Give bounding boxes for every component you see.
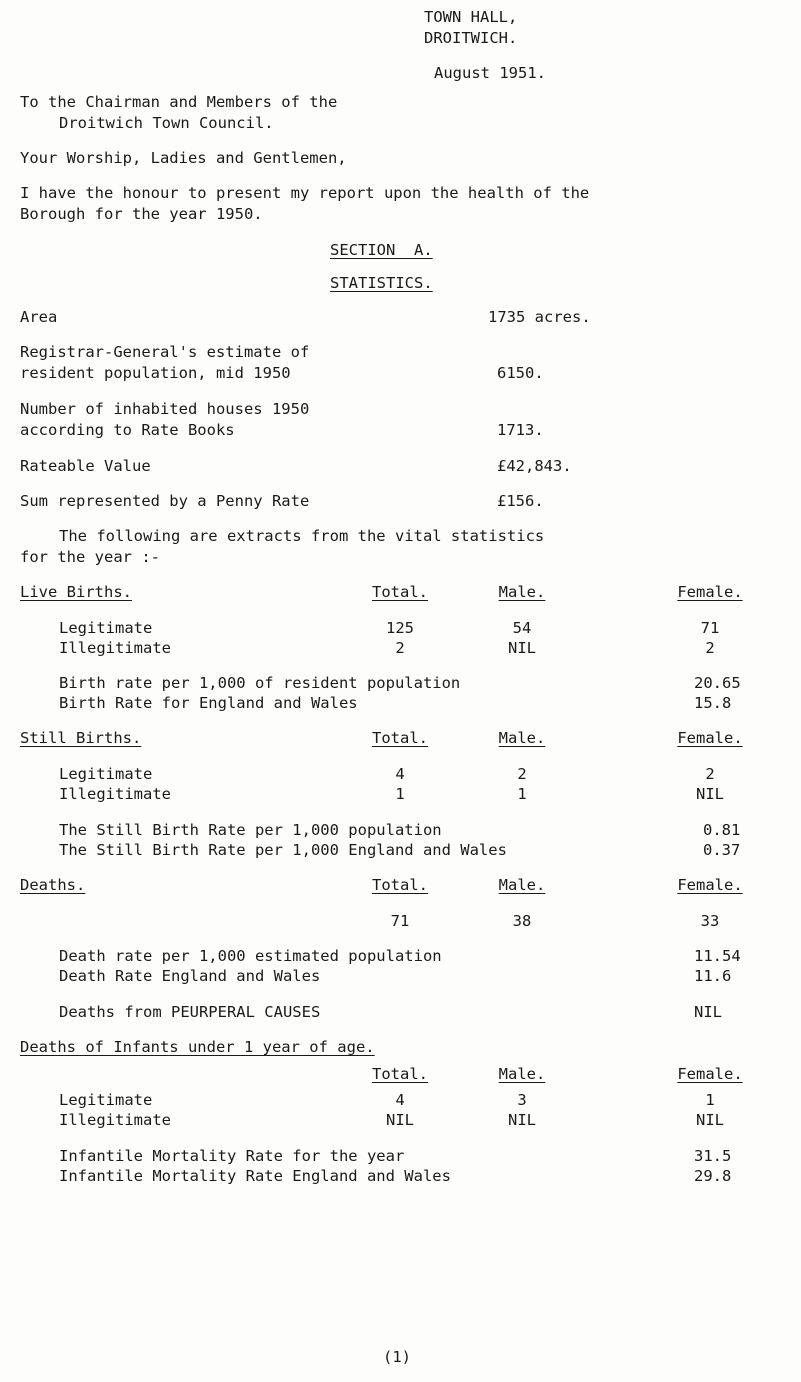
live-births-col-total: Total.	[372, 583, 428, 601]
table-cell-male: 2	[517, 765, 527, 783]
address-line-2: DROITWICH.	[424, 29, 518, 47]
table-cell-female: NIL	[696, 1111, 724, 1129]
still-births-title: Still Births.	[20, 729, 142, 747]
table-cell-total: 4	[395, 1091, 405, 1109]
infant-deaths-title: Deaths of Infants under 1 year of age.	[20, 1038, 375, 1056]
still-births-col-total: Total.	[372, 729, 428, 747]
table-cell-female: 1	[705, 1091, 715, 1109]
table-cell-total: 2	[395, 639, 405, 657]
area-label: Area	[20, 308, 58, 326]
table-row-label: Illegitimate	[59, 1111, 171, 1129]
infant-deaths-col-female: Female.	[677, 1065, 743, 1083]
deaths-col-female: Female.	[677, 876, 743, 894]
population-label-2: resident population, mid 1950	[20, 364, 291, 382]
deaths-col-total: Total.	[372, 876, 428, 894]
birth-rate-value: 20.65	[694, 674, 741, 692]
table-cell-male: 1	[517, 785, 527, 803]
intro-line-1: I have the honour to present my report upon the health of the	[20, 184, 590, 202]
table-row-label: Legitimate	[59, 1091, 153, 1109]
penny-rate-label: Sum represented by a Penny Rate	[20, 492, 310, 510]
addressee-line-1: To the Chairman and Members of the	[20, 93, 338, 111]
population-value: 6150.	[497, 364, 544, 382]
houses-label-2: according to Rate Books	[20, 421, 235, 439]
table-cell-male: NIL	[508, 639, 536, 657]
death-rate-value: 11.54	[694, 947, 741, 965]
still-birth-rate-label: The Still Birth Rate per 1,000 population	[59, 821, 442, 839]
extracts-line-2: for the year :-	[20, 548, 160, 566]
infant-mortality-rate-label: Infantile Mortality Rate for the year	[59, 1147, 405, 1165]
table-row-label: Illegitimate	[59, 785, 171, 803]
report-date: August 1951.	[434, 64, 546, 82]
deaths-col-male: Male.	[498, 876, 546, 894]
table-cell-female: 2	[705, 639, 715, 657]
table-cell-male: 3	[517, 1091, 527, 1109]
houses-value: 1713.	[497, 421, 544, 439]
national-infant-mortality-value: 29.8	[694, 1167, 732, 1185]
table-cell-male: NIL	[508, 1111, 536, 1129]
puerperal-deaths-label: Deaths from PEURPERAL CAUSES	[59, 1003, 321, 1021]
table-cell-male: 54	[512, 619, 532, 637]
infant-deaths-col-total: Total.	[372, 1065, 428, 1083]
infant-deaths-col-male: Male.	[498, 1065, 546, 1083]
infant-mortality-rate-value: 31.5	[694, 1147, 732, 1165]
still-birth-rate-value: 0.81	[703, 821, 741, 839]
death-rate-label: Death rate per 1,000 estimated population	[59, 947, 442, 965]
section-subheading: STATISTICS.	[330, 274, 433, 292]
rateable-value-label: Rateable Value	[20, 457, 151, 475]
table-cell-female: 2	[705, 765, 715, 783]
penny-rate-value: £156.	[497, 492, 544, 510]
intro-line-2: Borough for the year 1950.	[20, 205, 263, 223]
puerperal-deaths-value: NIL	[694, 1003, 722, 1021]
greeting: Your Worship, Ladies and Gentlemen,	[20, 149, 347, 167]
live-births-title: Live Births.	[20, 583, 132, 601]
national-birth-rate-value: 15.8	[694, 694, 732, 712]
deaths-female: 33	[700, 912, 720, 930]
table-cell-total: 4	[395, 765, 405, 783]
rateable-value: £42,843.	[497, 457, 572, 475]
deaths-total: 71	[390, 912, 410, 930]
table-cell-female: 71	[700, 619, 720, 637]
deaths-title: Deaths.	[20, 876, 86, 894]
table-cell-female: NIL	[696, 785, 724, 803]
table-cell-total: 125	[386, 619, 414, 637]
national-birth-rate-label: Birth Rate for England and Wales	[59, 694, 358, 712]
live-births-col-female: Female.	[677, 583, 743, 601]
extracts-line-1: The following are extracts from the vital statistics	[59, 527, 545, 545]
live-births-col-male: Male.	[498, 583, 546, 601]
section-heading: SECTION A.	[330, 241, 433, 259]
national-death-rate-value: 11.6	[694, 967, 732, 985]
address-line-1: TOWN HALL,	[424, 8, 518, 26]
birth-rate-label: Birth rate per 1,000 of resident population	[59, 674, 461, 692]
table-cell-total: 1	[395, 785, 405, 803]
national-death-rate-label: Death Rate England and Wales	[59, 967, 321, 985]
population-label-1: Registrar-General's estimate of	[20, 343, 310, 361]
table-cell-total: NIL	[386, 1111, 414, 1129]
still-births-col-male: Male.	[498, 729, 546, 747]
national-still-birth-rate-value: 0.37	[703, 841, 741, 859]
table-row-label: Illegitimate	[59, 639, 171, 657]
houses-label-1: Number of inhabited houses 1950	[20, 400, 310, 418]
national-infant-mortality-label: Infantile Mortality Rate England and Wales	[59, 1167, 451, 1185]
addressee-line-2: Droitwich Town Council.	[59, 114, 274, 132]
deaths-male: 38	[512, 912, 532, 930]
table-row-label: Legitimate	[59, 619, 153, 637]
page-number: (1)	[383, 1348, 411, 1366]
still-births-col-female: Female.	[677, 729, 743, 747]
area-value: 1735 acres.	[488, 308, 591, 326]
table-row-label: Legitimate	[59, 765, 153, 783]
national-still-birth-rate-label: The Still Birth Rate per 1,000 England and Wales	[59, 841, 507, 859]
